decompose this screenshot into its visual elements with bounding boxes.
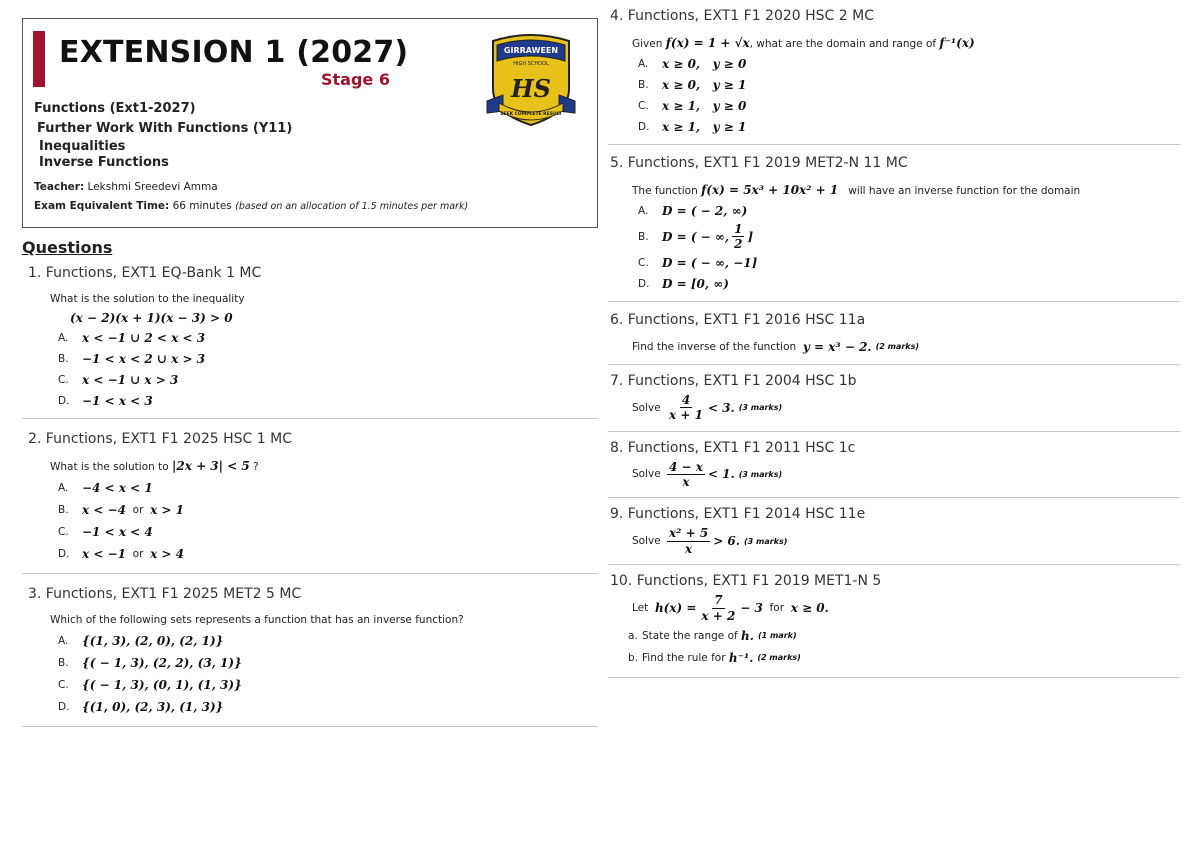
divider (22, 573, 598, 574)
svg-text:SEEK COMPLETE RESULT: SEEK COMPLETE RESULT (500, 112, 562, 117)
question-1-option-c[interactable]: C. x < −1 ∪ x > 3 (58, 373, 179, 387)
question-4-title: 4. Functions, EXT1 F1 2020 HSC 2 MC (610, 8, 874, 24)
left-column (22, 18, 598, 727)
question-7-marks: (3 marks) (738, 403, 783, 413)
divider (608, 431, 1180, 432)
question-1-option-a[interactable]: A. x < −1 ∪ 2 < x < 3 (58, 331, 206, 345)
svg-text:HS: HS (510, 74, 552, 103)
question-6 (608, 312, 1180, 354)
question-10b-marks: (2 marks) (757, 653, 801, 663)
subtopic-3: Inverse Functions (39, 155, 169, 170)
question-10-part-b: b. Find the rule for h⁻¹. (2 marks) (628, 650, 801, 665)
school-crest-icon (485, 31, 577, 127)
question-3-stem: Which of the following sets represents a function that has an inverse function? (50, 614, 464, 626)
question-5-title: 5. Functions, EXT1 F1 2019 MET2-N 11 MC (610, 155, 908, 171)
question-8-stem: Solve $\frac{4 - x}{x}$ < 1. (3 marks) (632, 459, 783, 489)
question-3-option-c[interactable]: C. {( − 1, 3), (0, 1), (1, 3)} (58, 678, 242, 692)
accent-bar (33, 31, 45, 87)
exam-time-value: 66 minutes (172, 200, 232, 212)
question-3-title: 3. Functions, EXT1 F1 2025 MET2 5 MC (28, 586, 302, 602)
question-5-option-a[interactable]: A. D = ( − 2, ∞) (638, 204, 748, 218)
question-7-stem: Solve $\frac{4}{x + 1}$ < 3. (3 marks) (632, 392, 783, 423)
question-10-stem: Let h(x) = $\frac{7}{x + 2}$ − 3 for x ≥ 0. (632, 593, 829, 623)
question-10-part-a: a. State the range of h. (1 mark) (628, 628, 797, 643)
subtopic-2: Inequalities (39, 139, 126, 154)
question-5-option-b[interactable]: B. D = ( − ∞, $\frac{1}{2}$ ] (638, 222, 754, 252)
question-1-option-b[interactable]: B. −1 < x < 2 ∪ x > 3 (58, 352, 206, 366)
question-2-option-c[interactable]: C. −1 < x < 4 (58, 525, 153, 539)
divider (608, 677, 1180, 678)
question-4-stem: Given f(x) = 1 + √x, what are the domain and range of f⁻¹(x) (632, 36, 975, 50)
question-10 (608, 573, 1180, 665)
question-3-option-d[interactable]: D. {(1, 0), (2, 3), (1, 3)} (58, 700, 224, 714)
question-2-option-b[interactable]: B. x < −4 or x > 1 (58, 503, 185, 517)
divider (608, 364, 1180, 365)
header-box (22, 18, 598, 228)
question-8-title: 8. Functions, EXT1 F1 2011 HSC 1c (610, 439, 856, 456)
questions-heading: Questions (22, 238, 113, 257)
question-3-option-a[interactable]: A. {(1, 3), (2, 0), (2, 1)} (58, 634, 224, 648)
question-5-option-d[interactable]: D. D = [0, ∞) (638, 276, 729, 291)
exam-time-note: (based on an allocation of 1.5 minutes per mark) (235, 201, 469, 212)
divider (22, 418, 598, 419)
divider (22, 726, 598, 727)
question-4 (608, 8, 1180, 134)
question-5-stem: The function f(x) = 5x³ + 10x² + 1 will have an inverse function for the domain (632, 183, 1081, 197)
question-3-option-b[interactable]: B. {( − 1, 3), (2, 2), (3, 1)} (58, 656, 242, 670)
exam-time-line (34, 200, 468, 212)
question-1-stem: What is the solution to the inequality (50, 293, 245, 305)
divider (608, 301, 1180, 302)
question-2-stem: What is the solution to |2x + 3| < 5 ? (50, 459, 259, 473)
question-9 (608, 506, 1180, 556)
question-7 (608, 373, 1180, 423)
question-10a-marks: (1 mark) (757, 631, 797, 641)
svg-text:HIGH SCHOOL: HIGH SCHOOL (513, 61, 549, 67)
right-column (608, 8, 1180, 678)
question-9-stem: Solve $\frac{\text{x² + 5}}{x}$ > 6. (3 marks) (632, 526, 788, 556)
exam-time-label: Exam Equivalent Time: (34, 200, 170, 212)
question-3 (22, 586, 598, 714)
question-4-option-b[interactable]: B. x ≥ 0, y ≥ 1 (638, 78, 747, 92)
question-2-option-a[interactable]: A. −4 < x < 1 (58, 481, 153, 495)
subtopic-1: Further Work With Functions (Y11) (37, 121, 293, 136)
teacher-label: Teacher: (34, 181, 85, 193)
question-4-option-d[interactable]: D. x ≥ 1, y ≥ 1 (638, 120, 747, 134)
question-6-marks: (2 marks) (875, 342, 920, 352)
question-2-title: 2. Functions, EXT1 F1 2025 HSC 1 MC (28, 431, 292, 447)
question-1-expression: (x − 2)(x + 1)(x − 3) > 0 (70, 311, 233, 325)
question-6-stem: Find the inverse of the function y = x³ − 2. (2 marks) (632, 339, 920, 354)
question-10-title: 10. Functions, EXT1 F1 2019 MET1-N 5 (610, 573, 882, 590)
divider (608, 144, 1180, 145)
question-4-option-c[interactable]: C. x ≥ 1, y ≥ 0 (638, 99, 747, 113)
question-8-marks: (3 marks) (738, 469, 783, 479)
question-4-option-a[interactable]: A. x ≥ 0, y ≥ 0 (638, 57, 747, 71)
question-7-title: 7. Functions, EXT1 F1 2004 HSC 1b (610, 372, 857, 389)
question-9-marks: (3 marks) (743, 536, 788, 546)
question-1-option-d[interactable]: D. −1 < x < 3 (58, 394, 153, 408)
topic-title: Functions (Ext1-2027) (34, 101, 196, 116)
teacher-line (34, 181, 218, 193)
question-1 (22, 265, 598, 408)
question-9-title: 9. Functions, EXT1 F1 2014 HSC 11e (610, 506, 866, 523)
question-5-option-c[interactable]: C. D = ( − ∞, −1] (638, 255, 758, 270)
question-2 (22, 431, 598, 561)
teacher-name: Lekshmi Sreedevi Amma (87, 181, 218, 193)
question-8 (608, 440, 1180, 490)
question-6-title: 6. Functions, EXT1 F1 2016 HSC 11a (610, 311, 866, 328)
question-2-option-d[interactable]: D. x < −1 or x > 4 (58, 547, 185, 561)
divider (608, 497, 1180, 498)
stage-label: Stage 6 (321, 70, 390, 89)
question-1-title: 1. Functions, EXT1 EQ-Bank 1 MC (28, 265, 262, 281)
svg-text:GIRRAWEEN: GIRRAWEEN (503, 46, 559, 55)
question-5 (608, 155, 1180, 291)
page-title: EXTENSION 1 (2027) (59, 35, 409, 70)
divider (608, 564, 1180, 565)
